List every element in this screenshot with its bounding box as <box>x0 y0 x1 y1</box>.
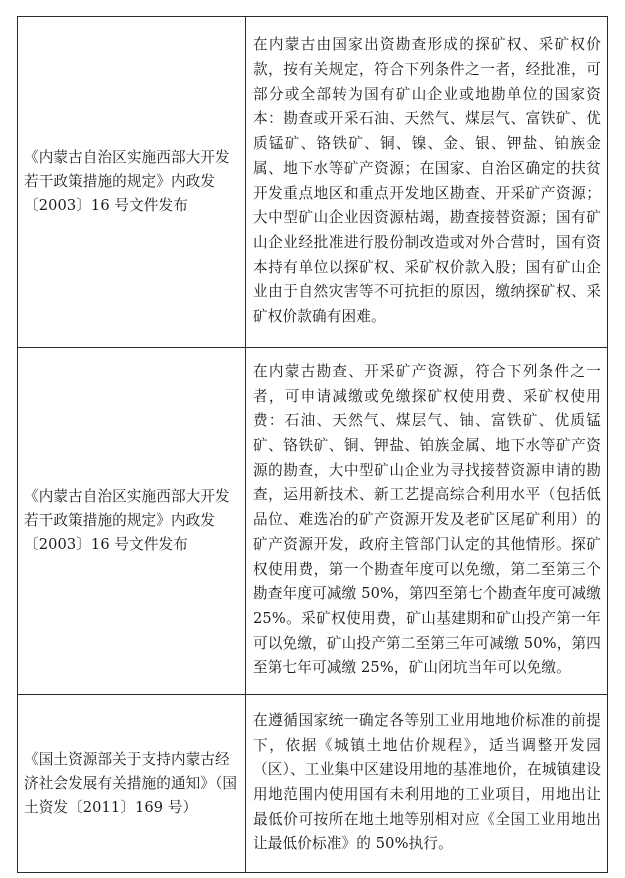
table-row <box>18 17 608 348</box>
table-row <box>18 695 608 873</box>
policy-content-cell: 在遵循国家统一确定各等别工业用地地价标准的前提下，依据《城镇土地估价规程》，适当调整开发园（区）、工业集中区建设用地的基准地价，在城镇建设用地范围内使用国有未利用地的工业项目，用地出让最低价可按所在地土地等别相对应《全国工业用地出让最低价标准》的 50%执行。 <box>246 695 608 873</box>
table-row <box>18 348 608 695</box>
policy-document-cell: 《内蒙古自治区实施西部大开发若干政策措施的规定》内政发〔2003〕16 号文件发布 <box>18 348 246 695</box>
policy-document-cell: 《内蒙古自治区实施西部大开发若干政策措施的规定》内政发〔2003〕16 号文件发布 <box>18 17 246 348</box>
policy-document-cell: 《国土资源部关于支持内蒙古经济社会发展有关措施的通知》（国土资发〔2011〕169 号） <box>18 695 246 873</box>
policy-content-cell: 在内蒙古由国家出资勘查形成的探矿权、采矿权价款，按有关规定，符合下列条件之一者，经批准，可部分或全部转为国有矿山企业或地勘单位的国家资本：勘查或开采石油、天然气、煤层气、富铁矿、优质锰矿、铬铁矿、铜、镍、金、银、钾盐、铂族金属、地下水等矿产资源；在国家、自治区确定的扶贫开发重点地区和重点开发地区勘查、开采矿产资源；大中型矿山企业因资源枯竭，勘查接替资源；国有矿山企业经批准进行股份制改造或对外合营时，国有资本持有单位以探矿权、采矿权价款入股；国有矿山企业由于自然灾害等不可抗拒的原因，缴纳探矿权、采矿权价款确有困难。 <box>246 17 608 348</box>
policy-table <box>17 16 608 873</box>
policy-content-cell: 在内蒙古勘查、开采矿产资源，符合下列条件之一者，可申请减缴或免缴探矿权使用费、采矿权使用费：石油、天然气、煤层气、铀、富铁矿、优质锰矿、铬铁矿、铜、钾盐、铂族金属、地下水等矿产资源的勘查，大中型矿山企业为寻找接替资源申请的勘查，运用新技术、新工艺提高综合利用水平（包括低品位、难选冶的矿产资源开发及老矿区尾矿利用）的矿产资源开发，政府主管部门认定的其他情形。探矿权使用费，第一个勘查年度可以免缴，第二至第三个勘查年度可减缴 50%，第四至第七个勘查年度可减缴 25%。采矿权使用费，矿山基建期和矿山投产第一年可以免缴，矿山投产第二至第三年可减缴 50%，第四至第七年可减缴 25%，矿山闭坑当年可以免缴。 <box>246 348 608 695</box>
